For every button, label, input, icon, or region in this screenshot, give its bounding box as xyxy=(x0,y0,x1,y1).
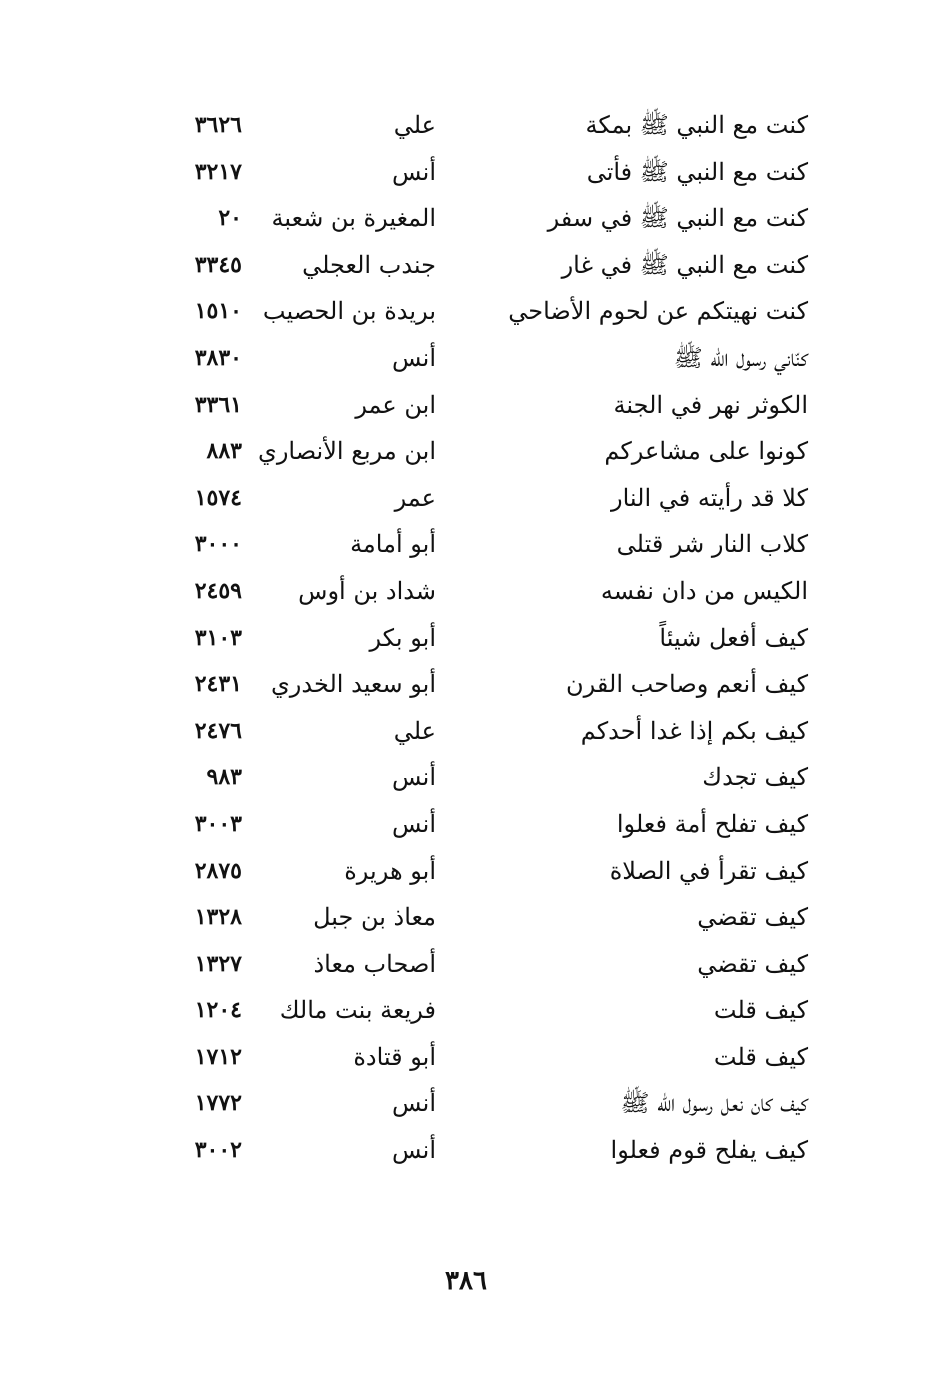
hadith-number: ٣٨٣٠ xyxy=(194,344,242,371)
index-row xyxy=(0,523,932,570)
hadith-text: كيف تقضي xyxy=(697,949,808,978)
narrator: أبو سعيد الخدري xyxy=(271,670,436,699)
narrator: المغيرة بن شعبة xyxy=(271,204,436,233)
narrator: أبو أمامة xyxy=(350,530,436,559)
narrator: أصحاب معاذ xyxy=(313,949,436,978)
narrator: علي xyxy=(393,716,436,745)
hadith-text: كيف كان نعل رسول الله ﷺ xyxy=(620,1089,808,1118)
narrator: ابن مربع الأنصاري xyxy=(258,437,436,466)
index-row xyxy=(0,244,932,291)
hadith-text: كيف قلت xyxy=(713,1042,808,1071)
index-row xyxy=(0,430,932,477)
hadith-number: ٢٠ xyxy=(218,205,242,232)
narrator: أنس xyxy=(392,763,436,792)
hadith-number: ٢٨٧٥ xyxy=(194,857,242,884)
hadith-text: كونوا على مشاعركم xyxy=(604,437,808,466)
hadith-text: الكيس من دان نفسه xyxy=(600,576,808,605)
index-row xyxy=(0,1129,932,1176)
hadith-number: ١٣٢٧ xyxy=(194,950,242,977)
hadith-text: كنت مع النبي ﷺ في غار xyxy=(561,250,808,279)
hadith-text: الكوثر نهر في الجنة xyxy=(613,390,808,419)
hadith-text: كيف تفلح أمة فعلوا xyxy=(616,809,808,838)
index-row xyxy=(0,1082,932,1129)
hadith-number: ٣٠٠٠ xyxy=(194,531,242,558)
hadith-text: كيف تجدك xyxy=(702,763,808,792)
narrator: أبو بكر xyxy=(369,623,436,652)
hadith-text: كنّاني رسول الله ﷺ xyxy=(673,343,808,372)
hadith-text: كيف أنعم وصاحب القرن xyxy=(566,670,808,699)
index-row xyxy=(0,896,932,943)
index-row xyxy=(0,1036,932,1083)
hadith-text: كيف يفلح قوم فعلوا xyxy=(610,1136,808,1165)
hadith-text: كيف بكم إذا غدا أحدكم xyxy=(580,716,808,745)
index-row xyxy=(0,710,932,757)
hadith-number: ١٧١٢ xyxy=(194,1043,242,1070)
index-row xyxy=(0,803,932,850)
narrator: أنس xyxy=(392,809,436,838)
hadith-number: ١٢٠٤ xyxy=(194,997,242,1024)
hadith-text: كيف أفعل شيئاً xyxy=(659,623,808,652)
hadith-number: ٣١٠٣ xyxy=(194,624,242,651)
hadith-number: ٨٨٣ xyxy=(206,438,242,465)
narrator: أنس xyxy=(392,1089,436,1118)
narrator: بريدة بن الحصيب xyxy=(262,297,436,326)
index-row xyxy=(0,337,932,384)
index-row xyxy=(0,617,932,664)
hadith-index-table xyxy=(0,104,932,1176)
hadith-number: ٩٨٣ xyxy=(206,764,242,791)
index-row xyxy=(0,151,932,198)
narrator: ابن عمر xyxy=(355,390,436,419)
narrator: أنس xyxy=(392,1136,436,1165)
index-row xyxy=(0,477,932,524)
hadith-number: ٢٤٧٦ xyxy=(194,717,242,744)
hadith-text: كلا قد رأيته في النار xyxy=(611,483,808,512)
hadith-number: ٣٣٤٥ xyxy=(194,251,242,278)
hadith-text: كيف قلت xyxy=(713,996,808,1025)
index-row xyxy=(0,989,932,1036)
index-row xyxy=(0,756,932,803)
index-row xyxy=(0,104,932,151)
index-row xyxy=(0,943,932,990)
narrator: أنس xyxy=(392,343,436,372)
hadith-text: كنت مع النبي ﷺ بمكة xyxy=(585,111,808,139)
narrator: معاذ بن جبل xyxy=(313,903,436,932)
index-row xyxy=(0,850,932,897)
narrator: شداد بن أوس xyxy=(298,576,436,605)
index-row xyxy=(0,290,932,337)
hadith-text: كنت مع النبي ﷺ فأتى xyxy=(586,157,808,186)
hadith-text: كنت مع النبي ﷺ في سفر xyxy=(547,204,808,233)
hadith-number: ٣٠٠٣ xyxy=(194,810,242,837)
hadith-text: كيف تقضي xyxy=(697,903,808,932)
hadith-text: كلاب النار شر قتلى xyxy=(616,530,808,559)
hadith-number: ١٧٧٢ xyxy=(194,1090,242,1117)
narrator: جندب العجلي xyxy=(302,250,436,279)
hadith-number: ١٥١٠ xyxy=(194,298,242,325)
index-row xyxy=(0,663,932,710)
hadith-text: كنت نهيتكم عن لحوم الأضاحي xyxy=(508,297,808,326)
index-row xyxy=(0,384,932,431)
narrator: أبو هريرة xyxy=(344,856,436,885)
page-number: ٣٨٦ xyxy=(445,1266,487,1296)
narrator: عمر xyxy=(394,483,436,512)
hadith-number: ١٣٢٨ xyxy=(194,904,242,931)
index-row xyxy=(0,570,932,617)
narrator: أبو قتادة xyxy=(353,1042,436,1071)
hadith-number: ٣٢١٧ xyxy=(194,158,242,185)
hadith-number: ٣٣٦١ xyxy=(194,391,242,418)
narrator: علي xyxy=(393,111,436,139)
hadith-number: ٣٠٠٢ xyxy=(194,1137,242,1164)
narrator: فريعة بنت مالك xyxy=(279,996,436,1025)
hadith-number: ٢٤٥٩ xyxy=(194,577,242,604)
hadith-text: كيف تقرأ في الصلاة xyxy=(609,856,808,885)
narrator: أنس xyxy=(392,157,436,186)
hadith-number: ١٥٧٤ xyxy=(194,484,242,511)
hadith-number: ٣٦٢٦ xyxy=(194,112,242,138)
hadith-number: ٢٤٣١ xyxy=(194,671,242,698)
index-row xyxy=(0,197,932,244)
